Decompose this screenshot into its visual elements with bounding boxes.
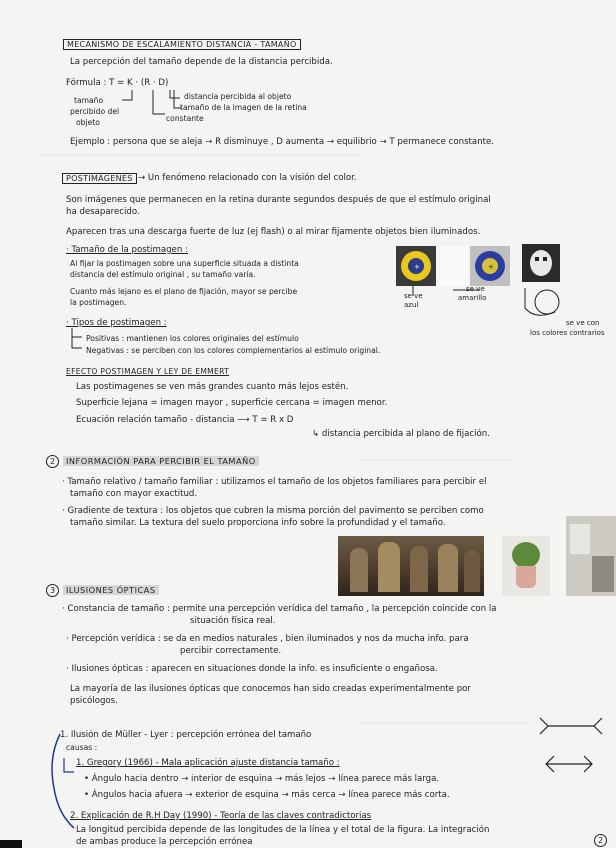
muller-lyer-figures	[536, 714, 606, 794]
paragraph-line: situación física real.	[190, 616, 276, 626]
label-tamano-2: percibido del	[70, 107, 120, 116]
section-title-escalamiento: MECANISMO DE ESCALAMIENTO DISTANCIA - TAMAÑO	[63, 39, 301, 50]
paragraph-line: · Gradiente de textura : los objetos que cubren la misma porción del pavimento se perciben como	[62, 506, 484, 516]
label-se-ve-amarillo-2: amarillo	[458, 294, 487, 302]
label-tamano: tamaño	[74, 96, 104, 105]
group-photo	[338, 536, 484, 596]
paragraph-line: percibir correctamente.	[180, 646, 282, 656]
bleed-through: —————————————————————	[360, 718, 528, 727]
paragraph-line: Las postimagenes se ven más grandes cuanto más lejos estén.	[76, 382, 349, 392]
day-line-2: de ambas produce la percepción errónea	[76, 837, 253, 847]
paragraph-line: Cuanto más lejano es el plano de fijación, mayor se percibe	[70, 287, 298, 296]
white-fixation-area	[440, 246, 468, 286]
paragraph-line: Ecuación relación tamaño - distancia ⟶ T = R x D	[76, 415, 294, 425]
paragraph-line: La mayoría de las ilusiones ópticas que conocemos han sido creadas experimentalmente por	[70, 684, 471, 694]
gregory-heading: 1. Gregory (1966) - Mala aplicación ajuste distancia tamaño :	[76, 758, 340, 768]
blue-circle-image: +	[470, 246, 510, 286]
label-constante: constante	[166, 114, 204, 123]
label-se-ve-azul-2: azul	[404, 301, 419, 309]
paragraph-line: · Ilusiones ópticas : aparecen en situaciones donde la info. es insuficiente o engañosa.	[66, 664, 438, 674]
subheading-tamano-postimagen: · Tamaño de la postimagen :	[66, 245, 188, 255]
tipo-negativas: Negativas : se perciben con los colores complementarios al estímulo original.	[86, 346, 381, 355]
paragraph-line: Aparecen tras una descarga fuerte de luz (ej flash) o al mirar fijamente objetos bien iluminados.	[66, 227, 481, 237]
paragraph-line: Superficie lejana = imagen mayor , superficie cercana = imagen menor.	[76, 398, 388, 408]
label-se-ve-azul: se ve	[404, 292, 423, 300]
paragraph-line: · Tamaño relativo / tamaño familiar : utilizamos el tamaño de los objetos familiares para percibir el	[62, 477, 487, 487]
plant-photo	[502, 536, 550, 596]
causas-label: causas :	[66, 743, 98, 752]
paragraph-line: la postimagen.	[70, 298, 127, 307]
paragraph-line: Al fijar la postimagen sobre una superficie situada a distinta	[70, 259, 299, 268]
gregory-line-2: • Ángulos hacia afuera → exterior de esquina → más cerca → línea parece más corta.	[84, 790, 450, 800]
gregory-line-1: • Ángulo hacia dentro → interior de esquina → más lejos → línea parece más larga.	[84, 774, 440, 784]
label-distancia: distancia percibida al objeto	[184, 92, 292, 101]
image-arrows	[395, 282, 615, 322]
label-se-ve-con: se ve con	[566, 319, 600, 327]
section-title-emmert: EFECTO POSTIMAGEN Y LEY DE EMMERT	[66, 367, 230, 376]
ejemplo-text: Ejemplo : persona que se aleja → R disminuye , D aumenta → equilibrio → T permanece constante.	[70, 137, 495, 147]
intro-text: La percepción del tamaño depende de la distancia percibida.	[70, 57, 333, 67]
paragraph-line: tamaño similar. La textura del suelo proporciona info sobre la profundidad y el tamaño.	[70, 518, 446, 528]
room-photo	[566, 516, 616, 596]
paragraph-line: · Constancia de tamaño : permite una percepción verídica del tamaño , la percepción coincide con la	[62, 604, 497, 614]
bleed-through: ————————————————————————————————————————	[40, 150, 360, 159]
paragraph-line: Son imágenes que permanecen en la retina durante segundos después de que el estímulo original	[66, 195, 491, 205]
day-line-1: La longitud percibida depende de las longitudes de la línea y el total de la figura. La integración	[76, 825, 490, 835]
paragraph-line: · Percepción verídica : se da en medios naturales , bien iluminados y nos da mucha info. para	[66, 634, 469, 644]
section-heading-informacion: 2 INFORMACIÓN PARA PERCIBIR EL TAMAÑO	[46, 455, 259, 468]
paragraph-line: ↳ distancia percibida al plano de fijación.	[312, 429, 490, 439]
bleed-through: ———————————————————	[360, 455, 512, 464]
postimagenes-desc: → Un fenómeno relacionado con la visión del color.	[138, 173, 357, 183]
paragraph-line: ha desaparecido.	[66, 207, 140, 217]
label-colores-contrarios: los colores contrarios	[530, 329, 605, 337]
tipos-bracket	[66, 328, 86, 352]
paragraph-line: distancia del estímulo original , su tamaño varía.	[70, 270, 256, 279]
section-heading-ilusiones: 3 ILUSIONES ÓPTICAS	[46, 584, 159, 597]
yellow-circle-image: +	[396, 246, 436, 286]
day-heading: 2. Explicación de R.H Day (1990) - Teoría de las claves contradictorias	[70, 811, 372, 821]
label-tamano-3: objeto	[76, 118, 100, 127]
subheading-tipos-postimagen: · Tipos de postimagen :	[66, 318, 167, 328]
formula: Fórmula : T = K · (R · D)	[66, 78, 169, 88]
paragraph-line: tamaño con mayor exactitud.	[70, 489, 198, 499]
label-se-ve-amarillo: se ve	[466, 285, 485, 293]
label-retina: tamaño de la imagen de la retina	[180, 103, 307, 112]
page-number: 2	[594, 834, 611, 847]
edge-mark	[0, 840, 22, 848]
section-title-postimagenes: POSTIMÁGENES	[62, 173, 137, 184]
tipo-positivas: Positivas : mantienen los colores originales del estímulo	[86, 334, 299, 343]
paragraph-line: psicólogos.	[70, 696, 118, 706]
contrary-colors-image	[522, 244, 560, 282]
muller-lyer-title: 1. Ilusión de Müller - Lyer : percepción errónea del tamaño	[60, 730, 312, 740]
